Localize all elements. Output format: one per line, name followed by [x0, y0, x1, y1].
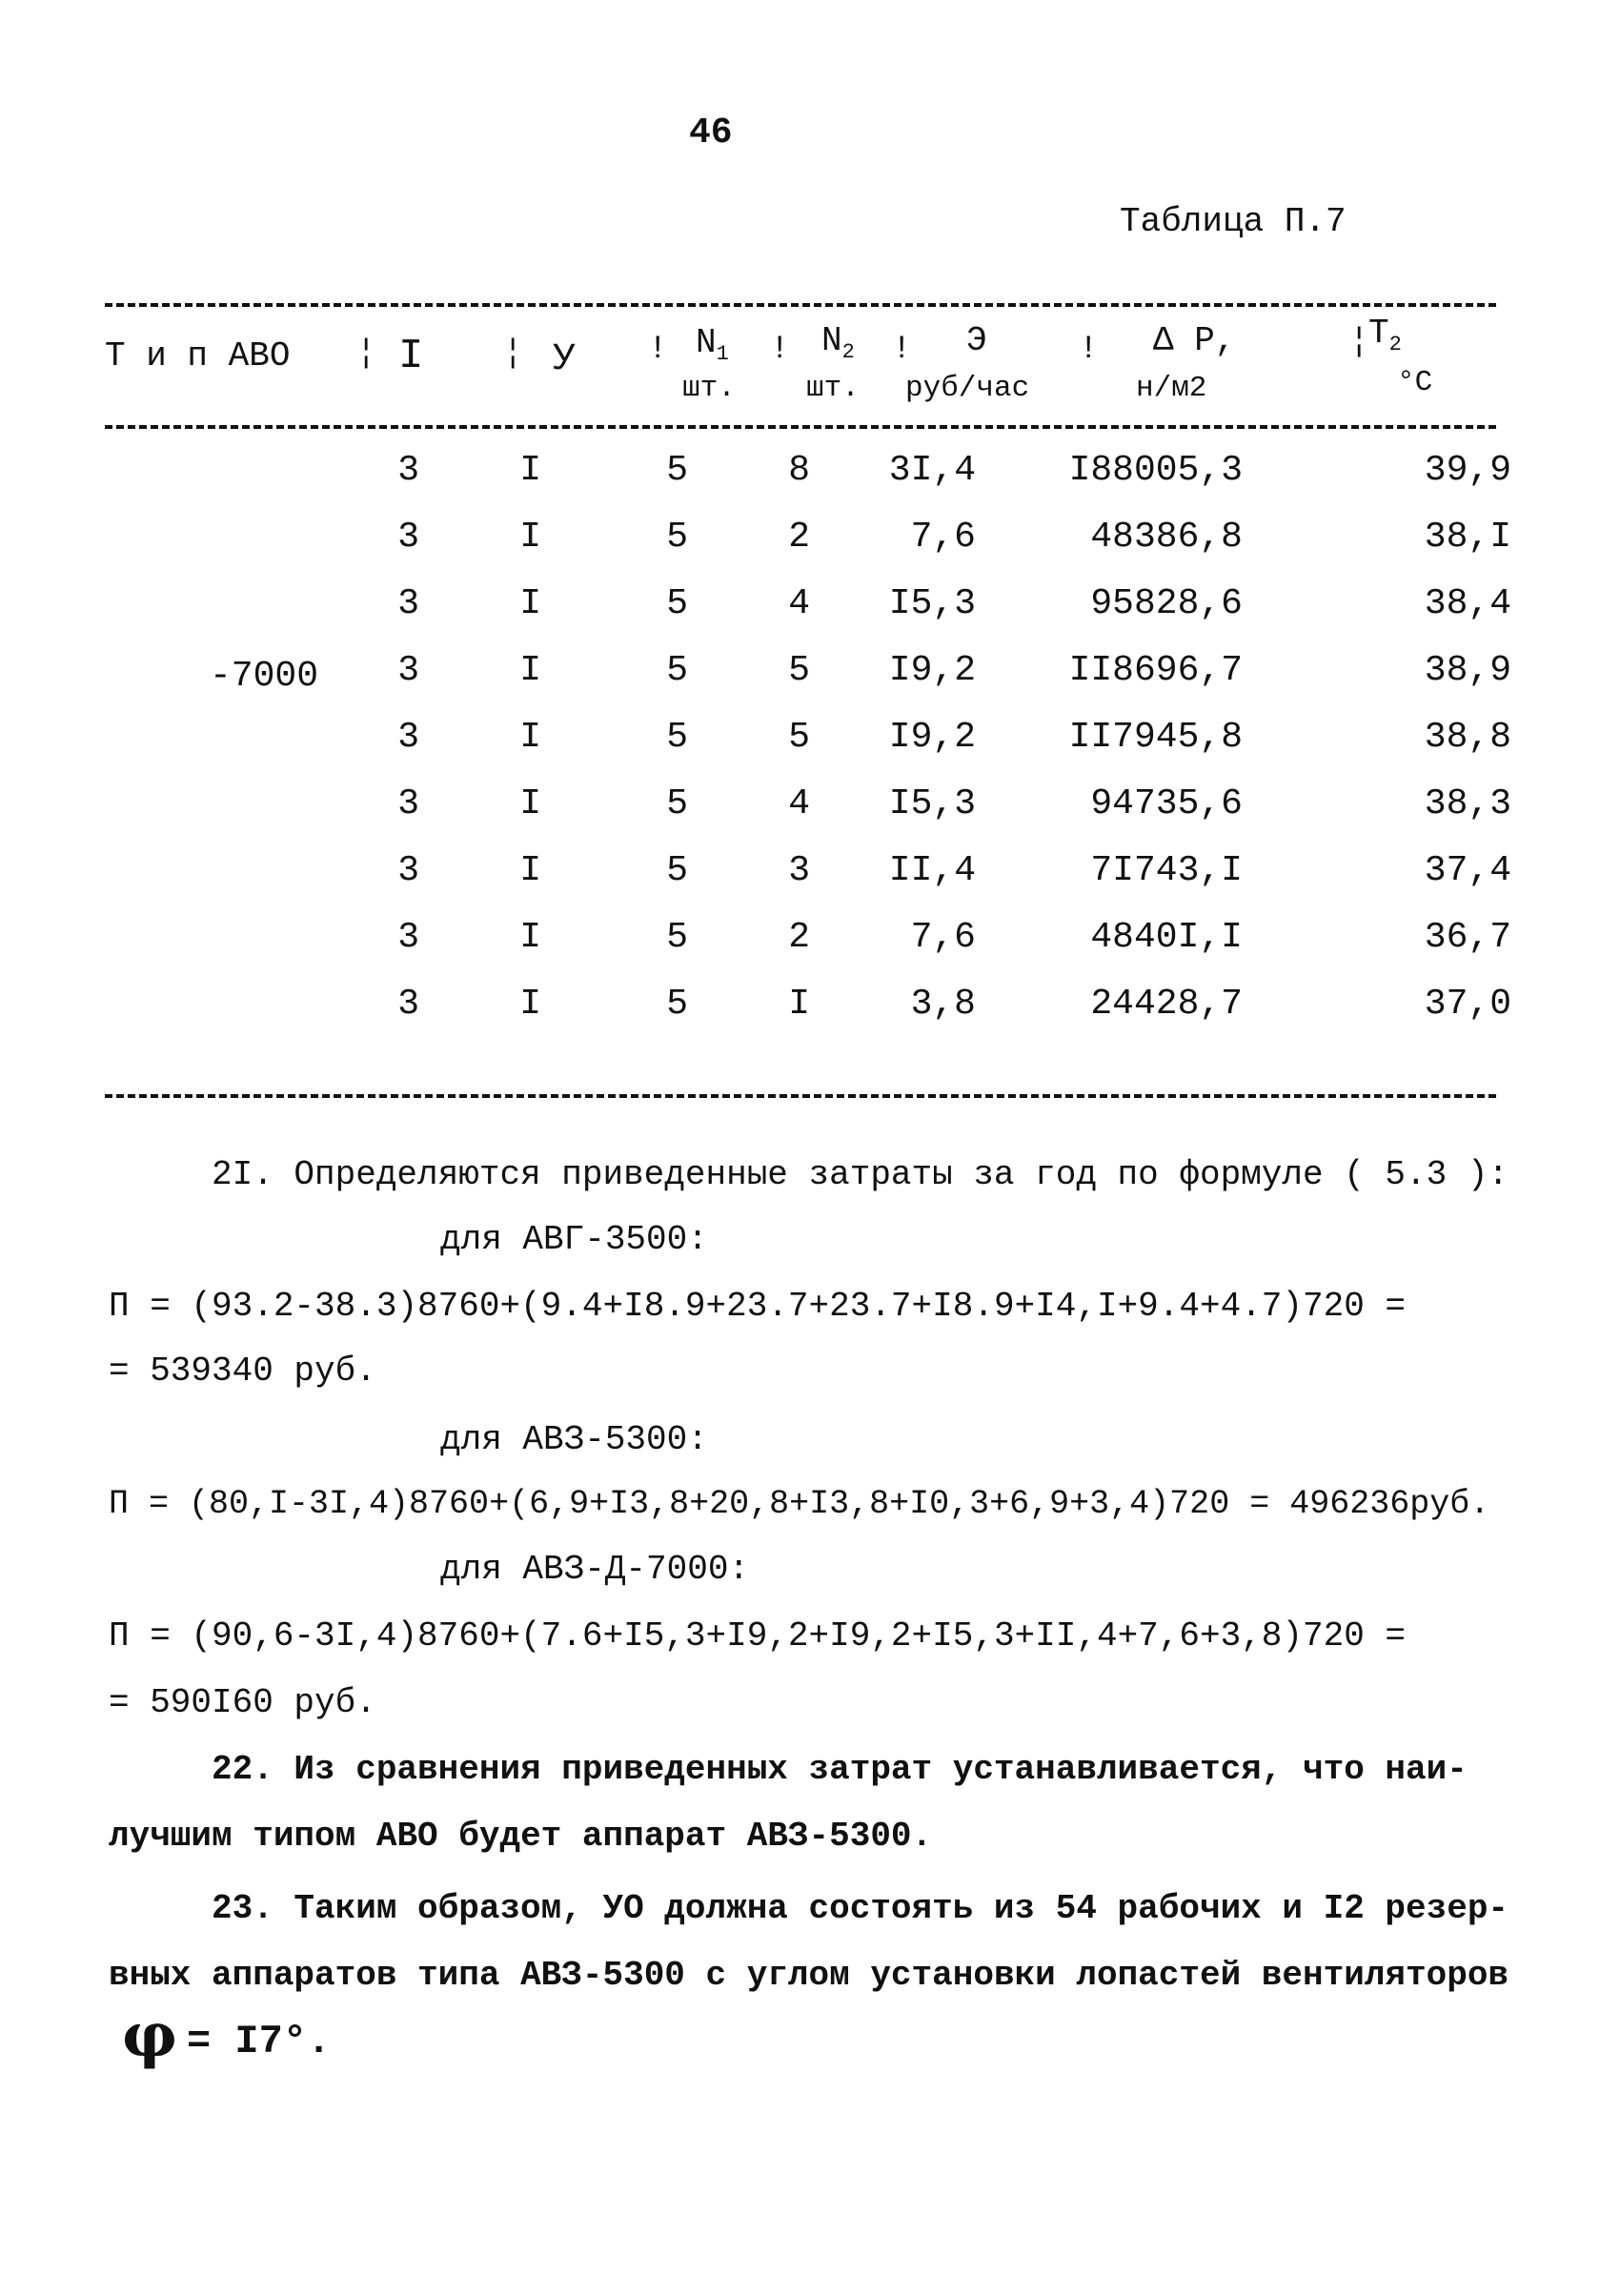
- cell-t: 38,4: [1424, 583, 1511, 624]
- cell-e: I5,3: [888, 583, 976, 624]
- cell-e: 7,6: [910, 917, 976, 958]
- cell-n1: 5: [666, 517, 688, 558]
- paragraph-22-line1: 22. Из сравнения приведенных затрат устанавливается, что наи-: [212, 1750, 1468, 1789]
- cell-n2: 4: [788, 783, 810, 824]
- cell-t: 38,3: [1424, 783, 1511, 824]
- cell-dp: 24428,7: [1090, 984, 1243, 1025]
- header-n2: $N_2$: [821, 321, 855, 365]
- formula-avz-5300: П = (80,I-3I,4)8760+(6,9+I3,8+20,8+I3,8+I0,3+6,9+3,4)720 = 496236руб.: [109, 1485, 1490, 1523]
- cell-col1: 3: [397, 650, 419, 691]
- phi-symbol: φ: [122, 2000, 177, 2071]
- header-t-unit: °C: [1397, 366, 1433, 399]
- cell-col1: 3: [397, 850, 419, 891]
- separator-5: !: [892, 332, 912, 368]
- separator-7: ¦: [1349, 324, 1369, 360]
- cell-n2: 2: [788, 917, 810, 958]
- cell-t: 38,I: [1424, 517, 1511, 558]
- cell-col1: 3: [397, 517, 419, 558]
- cell-n1: 5: [666, 650, 688, 691]
- header-col2: У: [553, 338, 577, 381]
- cell-col2: I: [519, 650, 541, 691]
- table-top-rule: [105, 303, 1496, 307]
- cell-e: I5,3: [888, 783, 976, 824]
- separator-3: !: [648, 332, 668, 368]
- cell-dp: II8696,7: [1068, 650, 1243, 691]
- label-avz-5300: для АВЗ-5300:: [440, 1420, 708, 1459]
- label-avz-d-7000: для АВЗ-Д-7000:: [440, 1550, 750, 1589]
- cell-n2: 5: [788, 717, 810, 758]
- label-avg-3500: для АВГ-3500:: [440, 1220, 708, 1259]
- cell-t: 37,4: [1424, 850, 1511, 891]
- formula-avz-d-line2: = 590I60 руб.: [109, 1683, 376, 1722]
- cell-dp: 7I743,I: [1090, 850, 1243, 891]
- cell-dp: 94735,6: [1090, 783, 1243, 824]
- phi-value: = I7°.: [187, 2019, 332, 2064]
- cell-n1: 5: [666, 850, 688, 891]
- header-type: Т и п АВО: [105, 336, 291, 376]
- cell-e: 7,6: [910, 517, 976, 558]
- cell-dp: I88005,3: [1068, 450, 1243, 491]
- cell-t: 38,8: [1424, 717, 1511, 758]
- cell-n2: 4: [788, 583, 810, 624]
- formula-avg-line1: П = (93.2-38.3)8760+(9.4+I8.9+23.7+23.7+I8.9+I4,I+9.4+4.7)720 =: [109, 1287, 1407, 1326]
- cell-n1: 5: [666, 984, 688, 1025]
- header-col1: I: [398, 333, 424, 380]
- cell-dp: 95828,6: [1090, 583, 1243, 624]
- header-dp-unit: н/м2: [1136, 372, 1207, 405]
- cell-n1: 5: [666, 583, 688, 624]
- cell-col2: I: [519, 984, 541, 1025]
- separator-2: ¦: [503, 335, 523, 372]
- cell-n1: 5: [666, 917, 688, 958]
- cell-e: I9,2: [888, 717, 976, 758]
- header-n1-unit: шт.: [682, 372, 736, 405]
- cell-n2: 5: [788, 650, 810, 691]
- cell-col1: 3: [397, 717, 419, 758]
- cell-n1: 5: [666, 783, 688, 824]
- type-label: -7000: [210, 656, 319, 697]
- cell-col2: I: [519, 850, 541, 891]
- cell-dp: 48386,8: [1090, 517, 1243, 558]
- header-dp: Δ P,: [1153, 321, 1236, 360]
- cell-e: 3,8: [910, 984, 976, 1025]
- cell-col1: 3: [397, 583, 419, 624]
- cell-col2: I: [519, 517, 541, 558]
- cell-n1: 5: [666, 450, 688, 491]
- header-n1: $N_1$: [696, 323, 729, 367]
- cell-n2: 8: [788, 450, 810, 491]
- header-e-unit: руб/час: [905, 372, 1030, 405]
- formula-avz-d-line1: П = (90,6-3I,4)8760+(7.6+I5,3+I9,2+I9,2+I5,3+II,4+7,6+3,8)720 =: [109, 1616, 1407, 1656]
- cell-col2: I: [519, 917, 541, 958]
- table-title: Таблица П.7: [1120, 202, 1347, 241]
- separator-1: ¦: [356, 335, 376, 372]
- cell-dp: 4840I,I: [1090, 917, 1243, 958]
- header-e: Э: [966, 321, 987, 360]
- cell-t: 38,9: [1424, 650, 1511, 691]
- separator-4: !: [770, 332, 790, 368]
- page-number: 46: [689, 112, 733, 153]
- cell-col2: I: [519, 583, 541, 624]
- cell-dp: II7945,8: [1068, 717, 1243, 758]
- header-t: $T_2$: [1368, 314, 1402, 357]
- cell-col2: I: [519, 783, 541, 824]
- paragraph-23-line1: 23. Таким образом, УО должна состоять из 54 рабочих и I2 резер-: [212, 1889, 1509, 1928]
- cell-n2: 3: [788, 850, 810, 891]
- cell-n2: 2: [788, 517, 810, 558]
- header-n2-unit: шт.: [806, 372, 860, 405]
- cell-n1: 5: [666, 717, 688, 758]
- formula-avg-line2: = 539340 руб.: [109, 1351, 376, 1391]
- cell-col2: I: [519, 717, 541, 758]
- cell-t: 39,9: [1424, 450, 1511, 491]
- cell-col1: 3: [397, 917, 419, 958]
- paragraph-21: 2I. Определяются приведенные затраты за год по формуле ( 5.3 ):: [212, 1155, 1509, 1194]
- table-bottom-rule: [105, 1094, 1496, 1098]
- cell-col2: I: [519, 450, 541, 491]
- paragraph-22-line2: лучшим типом АВО будет аппарат АВЗ-5300.: [109, 1817, 933, 1856]
- cell-col1: 3: [397, 984, 419, 1025]
- paragraph-23-line2: вных аппаратов типа АВЗ-5300 с углом установки лопастей вентиляторов: [109, 1956, 1509, 1995]
- separator-6: !: [1079, 332, 1099, 368]
- cell-col1: 3: [397, 450, 419, 491]
- cell-t: 37,0: [1424, 984, 1511, 1025]
- cell-n2: I: [788, 984, 810, 1025]
- cell-e: II,4: [888, 850, 976, 891]
- cell-e: 3I,4: [888, 450, 976, 491]
- cell-t: 36,7: [1424, 917, 1511, 958]
- cell-e: I9,2: [888, 650, 976, 691]
- cell-col1: 3: [397, 783, 419, 824]
- header-bottom-rule: [105, 425, 1496, 429]
